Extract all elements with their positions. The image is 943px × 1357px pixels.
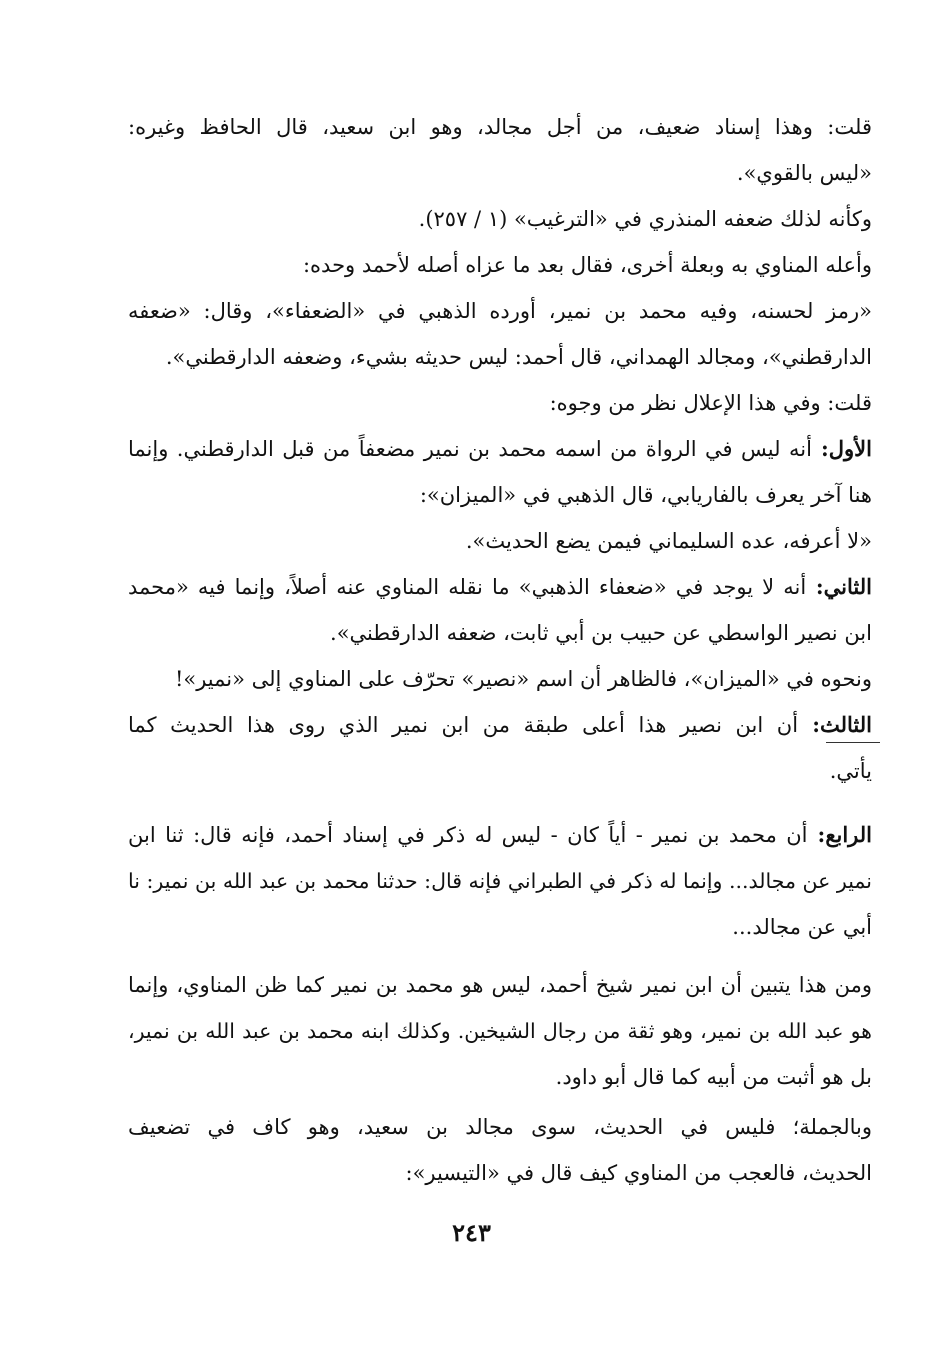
ink-mark: [826, 742, 880, 743]
text-line-11: الثاني: أنه لا يوجد في «ضعفاء الذهبي» ما نقله المناوي عنه أصلاً، وإنما فيه «محمد: [128, 574, 872, 599]
page-number: ٢٤٣: [452, 1218, 491, 1247]
body-text-block-2: [128, 812, 872, 950]
text-line-8: الأول: أنه ليس في الرواة من اسمه محمد بن نمير مضعفاً من قبل الدارقطني. وإنما: [128, 436, 872, 461]
text-line-3: وكأنه لذلك ضعفه المنذري في «الترغيب» (١ / ٢٥٧).: [418, 207, 872, 231]
text-line-6: الدارقطني»، ومجالد الهمداني، قال أحمد: ليس حديثه بشيء، وضعفه الدارقطني».: [165, 345, 872, 369]
text-line-19: ومن هذا يتبين أن ابن نمير شيخ أحمد، ليس هو محمد بن نمير كما ظن المناوي، وإنما: [128, 973, 872, 997]
text-line-5: «رمز لحسنه، وفيه محمد بن نمير، أورده الذهبي في «الضعفاء»، وقال: «ضعفه: [128, 299, 872, 323]
text-line-9: هنا آخر يعرف بالفاريابي، قال الذهبي في «الميزان»:: [419, 483, 872, 507]
text-line-17: نمير عن مجالد... وإنما له ذكر في الطبراني فإنه قال: حدثنا محمد بن عبد الله بن نمير: نا: [128, 869, 872, 893]
text-line-21: بل هو أثبت من أبيه كما قال أبو داود.: [555, 1065, 872, 1089]
text-line-14: الثالث: أن ابن نصير هذا أعلى طبقة من ابن نمير الذي روى هذا الحديث كما: [128, 712, 872, 737]
text-line-23: الحديث، فالعجب من المناوي كيف قال في «التيسير»:: [405, 1161, 872, 1185]
text-line-4: وأعله المناوي به وبعلة أخرى، فقال بعد ما عزاه أصله لأحمد وحده:: [302, 253, 872, 277]
text-line-1: قلت: وهذا إسناد ضعيف، من أجل مجالد، وهو ابن سعيد، قال الحافظ وغيره:: [128, 115, 872, 139]
body-text-block-3: [128, 962, 872, 1100]
body-text-block-4: [128, 1104, 872, 1196]
text-line-18: أبي عن مجالد...: [732, 915, 872, 939]
text-line-16: الرابع: أن محمد بن نمير - أياً كان - ليس له ذكر في إسناد أحمد، فإنه قال: ثنا ابن: [128, 822, 872, 847]
text-line-2: «ليس بالقوي».: [736, 161, 872, 185]
text-line-10: «لا أعرفه، عده السليماني فيمن يضع الحديث».: [465, 529, 872, 553]
text-line-7: قلت: وفي هذا الإعلال نظر من وجوه:: [549, 391, 872, 415]
text-line-15: يأتي.: [829, 759, 872, 783]
text-line-13: ونحوه في «الميزان»، فالظاهر أن اسم «نصير» تحرّف على المناوي إلى «نمير»!: [174, 667, 872, 691]
text-line-20: هو عبد الله بن نمير، وهو ثقة من رجال الشيخين. وكذلك ابنه محمد بن عبد الله بن نمير،: [128, 1019, 872, 1043]
text-line-22: وبالجملة؛ فليس في الحديث، سوى مجالد بن سعيد، وهو كاف في تضعيف: [128, 1115, 872, 1139]
text-line-12: ابن نصير الواسطي عن حبيب بن أبي ثابت، ضعفه الدارقطني».: [330, 621, 872, 645]
body-text-block-1: [128, 104, 872, 794]
